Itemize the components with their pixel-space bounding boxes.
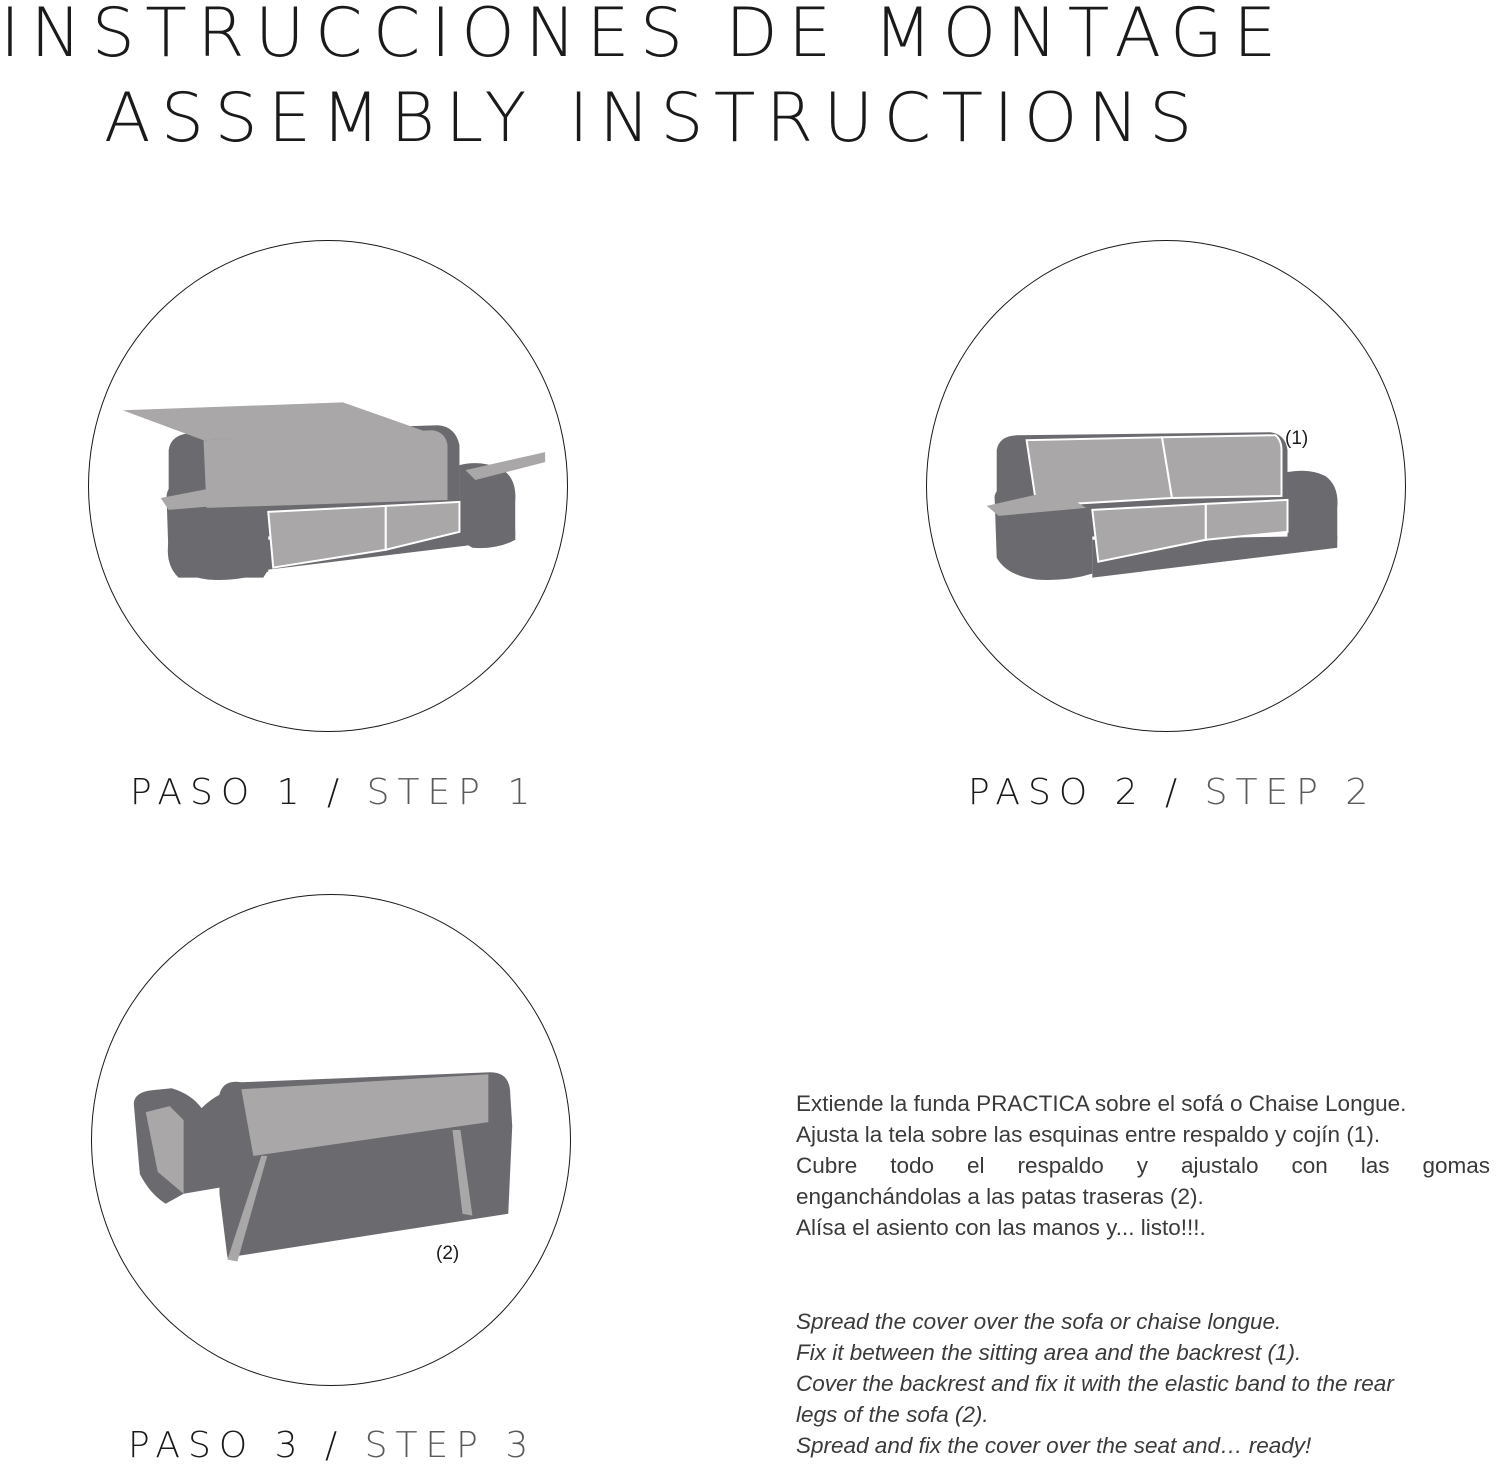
step-1-separator: / xyxy=(307,772,367,813)
sofa-step-2-icon xyxy=(927,241,1405,731)
step-1-label xyxy=(130,772,539,813)
instruction-es-line: enganchándolas a las patas traseras (2). xyxy=(796,1184,1204,1209)
step-3-label-en: STEP 3 xyxy=(364,1425,537,1466)
instruction-es-line: Ajusta la tela sobre las esquinas entre respaldo y cojín (1). xyxy=(796,1122,1381,1147)
step-3-illustration xyxy=(91,894,571,1386)
instruction-en-line: Spread the cover over the sofa or chaise longue. xyxy=(796,1309,1282,1334)
instruction-es-line: Extiende la funda PRACTICA sobre el sofá o Chaise Longue. xyxy=(796,1091,1407,1116)
step-2-separator: / xyxy=(1145,772,1205,813)
instruction-en-line: Fix it between the sitting area and the backrest (1). xyxy=(796,1340,1302,1365)
step-2-label-es: PASO 2 xyxy=(968,772,1146,813)
sofa-step-3-icon xyxy=(92,895,570,1385)
step-1-label-en: STEP 1 xyxy=(366,772,539,813)
instruction-es-line: Cubre todo el respaldo y ajustalo con las gomas xyxy=(796,1153,1490,1178)
step-2-label xyxy=(968,772,1377,813)
step-3-label xyxy=(128,1425,537,1466)
instructions-spanish xyxy=(796,1088,1490,1243)
step-2-illustration xyxy=(926,240,1406,732)
step-1-illustration xyxy=(88,240,568,732)
title-spanish: INSTRUCCIONES DE MONTAGE xyxy=(0,0,1287,73)
instruction-en-line: Cover the backrest and fix it with the elastic band to the rear xyxy=(796,1371,1394,1396)
step-2-label-en: STEP 2 xyxy=(1204,772,1377,813)
step-3-separator: / xyxy=(305,1425,365,1466)
title-english: ASSEMBLY INSTRUCTIONS xyxy=(104,79,1203,158)
instruction-en-line: Spread and fix the cover over the seat and… ready! xyxy=(796,1433,1312,1458)
step-3-label-es: PASO 3 xyxy=(128,1425,306,1466)
callout-1: (1) xyxy=(1285,428,1309,449)
sofa-step-1-icon xyxy=(89,241,567,731)
step-1-label-es: PASO 1 xyxy=(130,772,308,813)
callout-2: (2) xyxy=(436,1243,460,1264)
instruction-es-line: Alísa el asiento con las manos y... listo!!!. xyxy=(796,1215,1206,1240)
instruction-en-line: legs of the sofa (2). xyxy=(796,1402,989,1427)
instructions-english xyxy=(796,1306,1490,1461)
